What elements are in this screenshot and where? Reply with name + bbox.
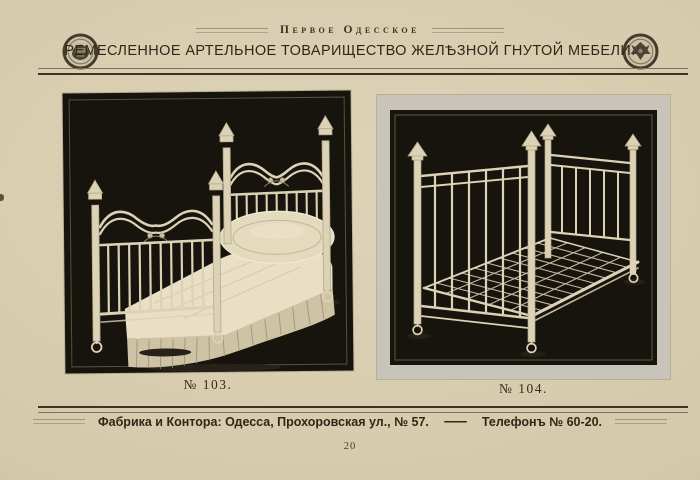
footer-address: Фабрика и Контора: Одесса, Прохоровская ул., № 57.: [97, 414, 429, 429]
footer-phone: Телефонъ № 60-20.: [481, 414, 603, 429]
footer-double-rule: [38, 406, 688, 413]
masthead-title: РЕМЕСЛЕННОЕ АРТЕЛЬНОЕ ТОВАРИЩЕСТВО ЖЕЛѢЗНОЙ ГНУТОЙ МЕБЕЛИ.: [64, 43, 636, 59]
footer-contact-line: [0, 413, 700, 430]
header-double-rule: [38, 68, 688, 75]
rule-ornament: [196, 28, 268, 33]
plate-104-print: [390, 110, 657, 365]
page-number: 20: [343, 441, 357, 452]
masthead-subtitle: Первое Одесское: [280, 24, 420, 36]
masthead-subtitle-row: [0, 24, 700, 36]
scan-edge-speck: [0, 194, 4, 201]
rule-ornament: [33, 419, 85, 424]
plate-104-caption: № 104.: [499, 381, 548, 396]
bed-104-illustration: [390, 110, 657, 365]
bed-103-illustration: [63, 90, 354, 373]
footer-separator: —: [444, 413, 467, 430]
plate-103-caption: № 103.: [183, 377, 233, 392]
plate-103: [63, 90, 354, 373]
rule-ornament: [615, 419, 667, 424]
plate-104: [377, 95, 670, 379]
rule-ornament: [432, 28, 504, 33]
